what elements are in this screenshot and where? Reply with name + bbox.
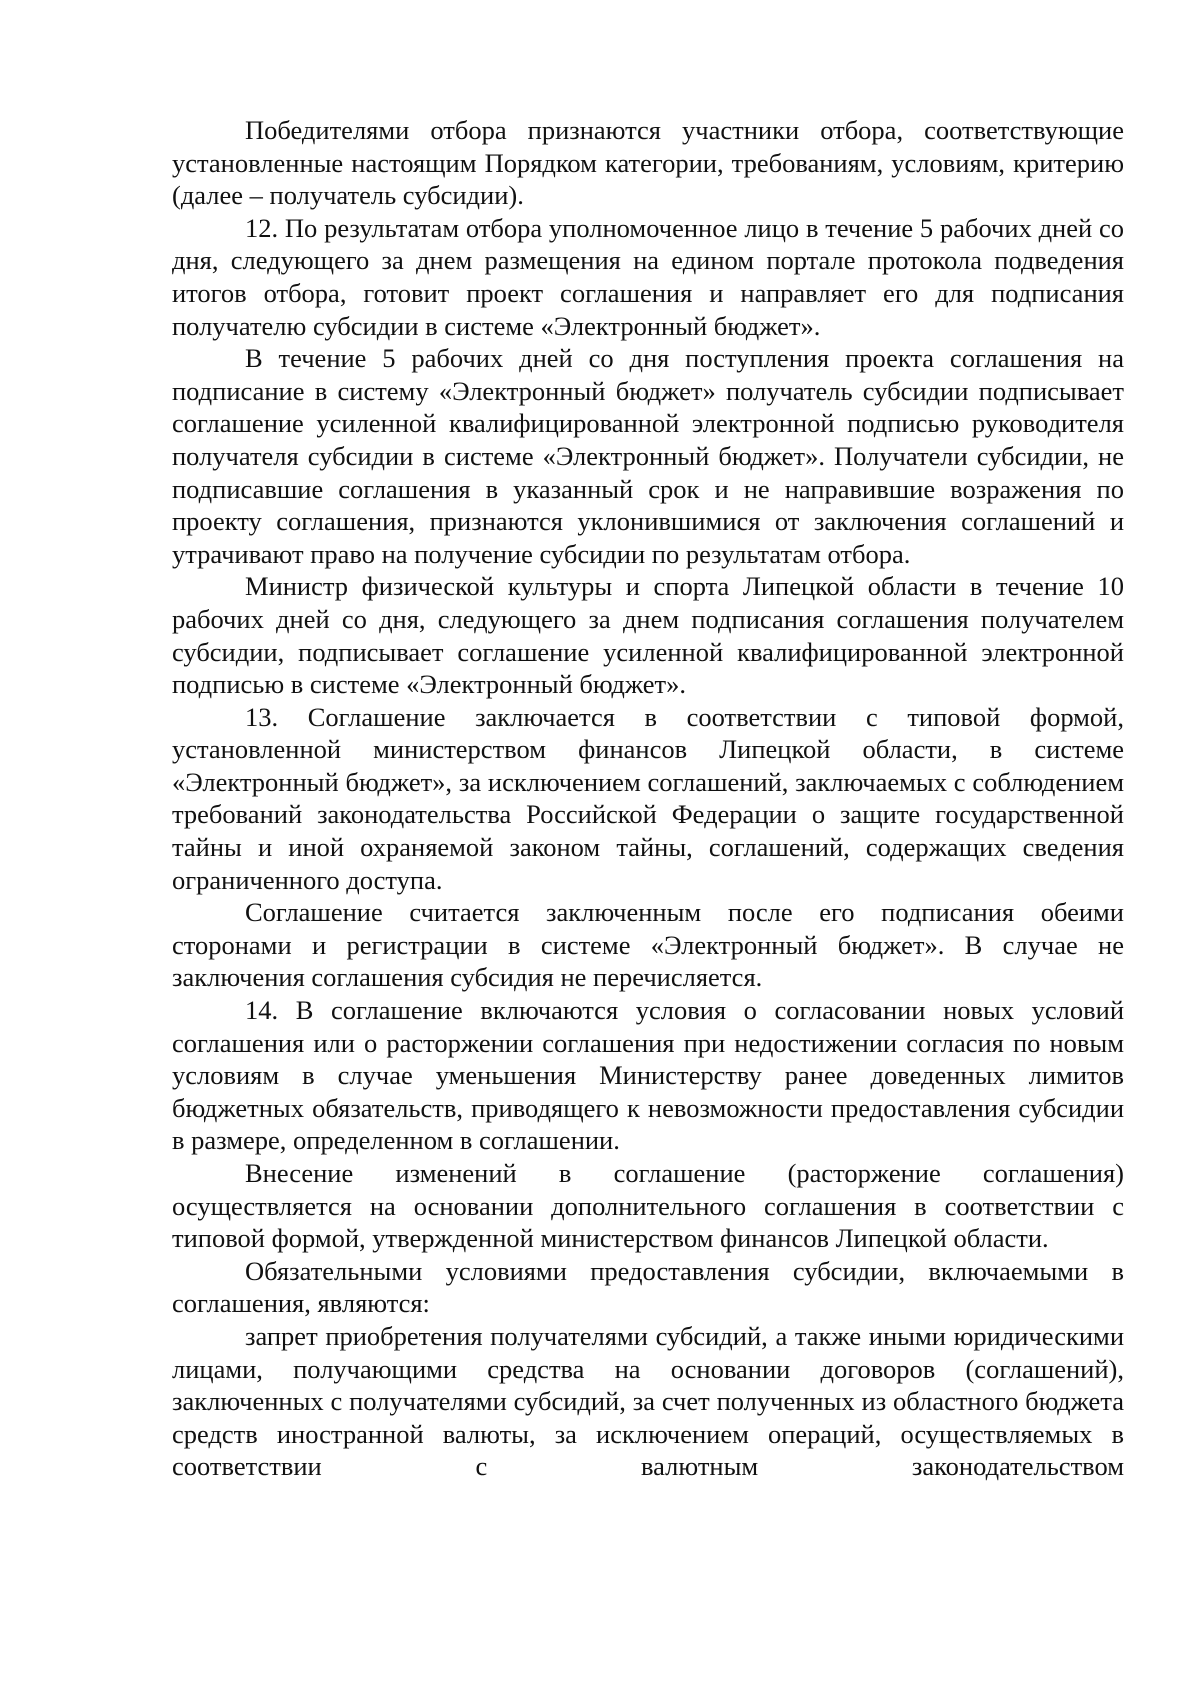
paragraph-14: 14. В соглашение включаются условия о согласовании новых условий соглашения или о расторжении соглашения при недостижении согласия по новым условиям в случае уменьшения Министерству ранее доведенных лимитов бюджетных обязательств, приводящего к невозможности предоставления субсидии в размере, определенном в соглашении. <box>172 995 1124 1156</box>
paragraph-currency-ban: запрет приобретения получателями субсидий, а также иными юридическими лицами, получающими средства на основании договоров (соглашений), заключенных с получателями субсидий, за счет полученных из областного бюджета средств иностранной валюты, за исключением операций, осуществляемых в соответствии с валютным законодательством <box>172 1320 1124 1482</box>
paragraph-agreement-concluded: Соглашение считается заключенным после его подписания обеими сторонами и регистрации в системе «Электронный бюджет». В случае не заключения соглашения субсидия не перечисляется. <box>172 897 1124 993</box>
document-body <box>172 114 1124 1483</box>
paragraph-signing-recipient: В течение 5 рабочих дней со дня поступления проекта соглашения на подписание в систему «Электронный бюджет» получатель субсидии подписывает соглашение усиленной квалифицированной электронной подписью руководителя получателя субсидии в системе «Электронный бюджет». Получатели субсидии, не подписавшие соглашения в указанный срок и не направившие возражения по проекту соглашения, признаются уклонившимися от заключения соглашений и утрачивают право на получение субсидии по результатам отбора. <box>172 343 1124 569</box>
paragraph-mandatory-conditions: Обязательными условиями предоставления субсидии, включаемыми в соглашения, являются: <box>172 1255 1124 1319</box>
paragraph-winners: Победителями отбора признаются участники отбора, соответствующие установленные настоящим Порядком категории, требованиям, условиям, критерию (далее – получатель субсидии). <box>172 115 1124 211</box>
paragraph-13: 13. Соглашение заключается в соответствии с типовой формой, установленной министерством финансов Липецкой области, в системе «Электронный бюджет», за исключением соглашений, заключаемых с соблюдением требований законодательства Российской Федерации о защите государственной тайны и иной охраняемой законом тайны, соглашений, содержащих сведения ограниченного доступа. <box>172 701 1124 895</box>
paragraph-12: 12. По результатам отбора уполномоченное лицо в течение 5 рабочих дней со дня, следующего за днем размещения на едином портале протокола подведения итогов отбора, готовит проект соглашения и направляет его для подписания получателю субсидии в системе «Электронный бюджет». <box>172 212 1124 341</box>
paragraph-amendments: Внесение изменений в соглашение (расторжение соглашения) осуществляется на основании дополнительного соглашения в соответствии с типовой формой, утвержденной министерством финансов Липецкой области. <box>172 1158 1124 1254</box>
paragraph-signing-minister: Министр физической культуры и спорта Липецкой области в течение 10 рабочих дней со дня, следующего за днем подписания соглашения получателем субсидии, подписывает соглашение усиленной квалифицированной электронной подписью в системе «Электронный бюджет». <box>172 571 1124 700</box>
